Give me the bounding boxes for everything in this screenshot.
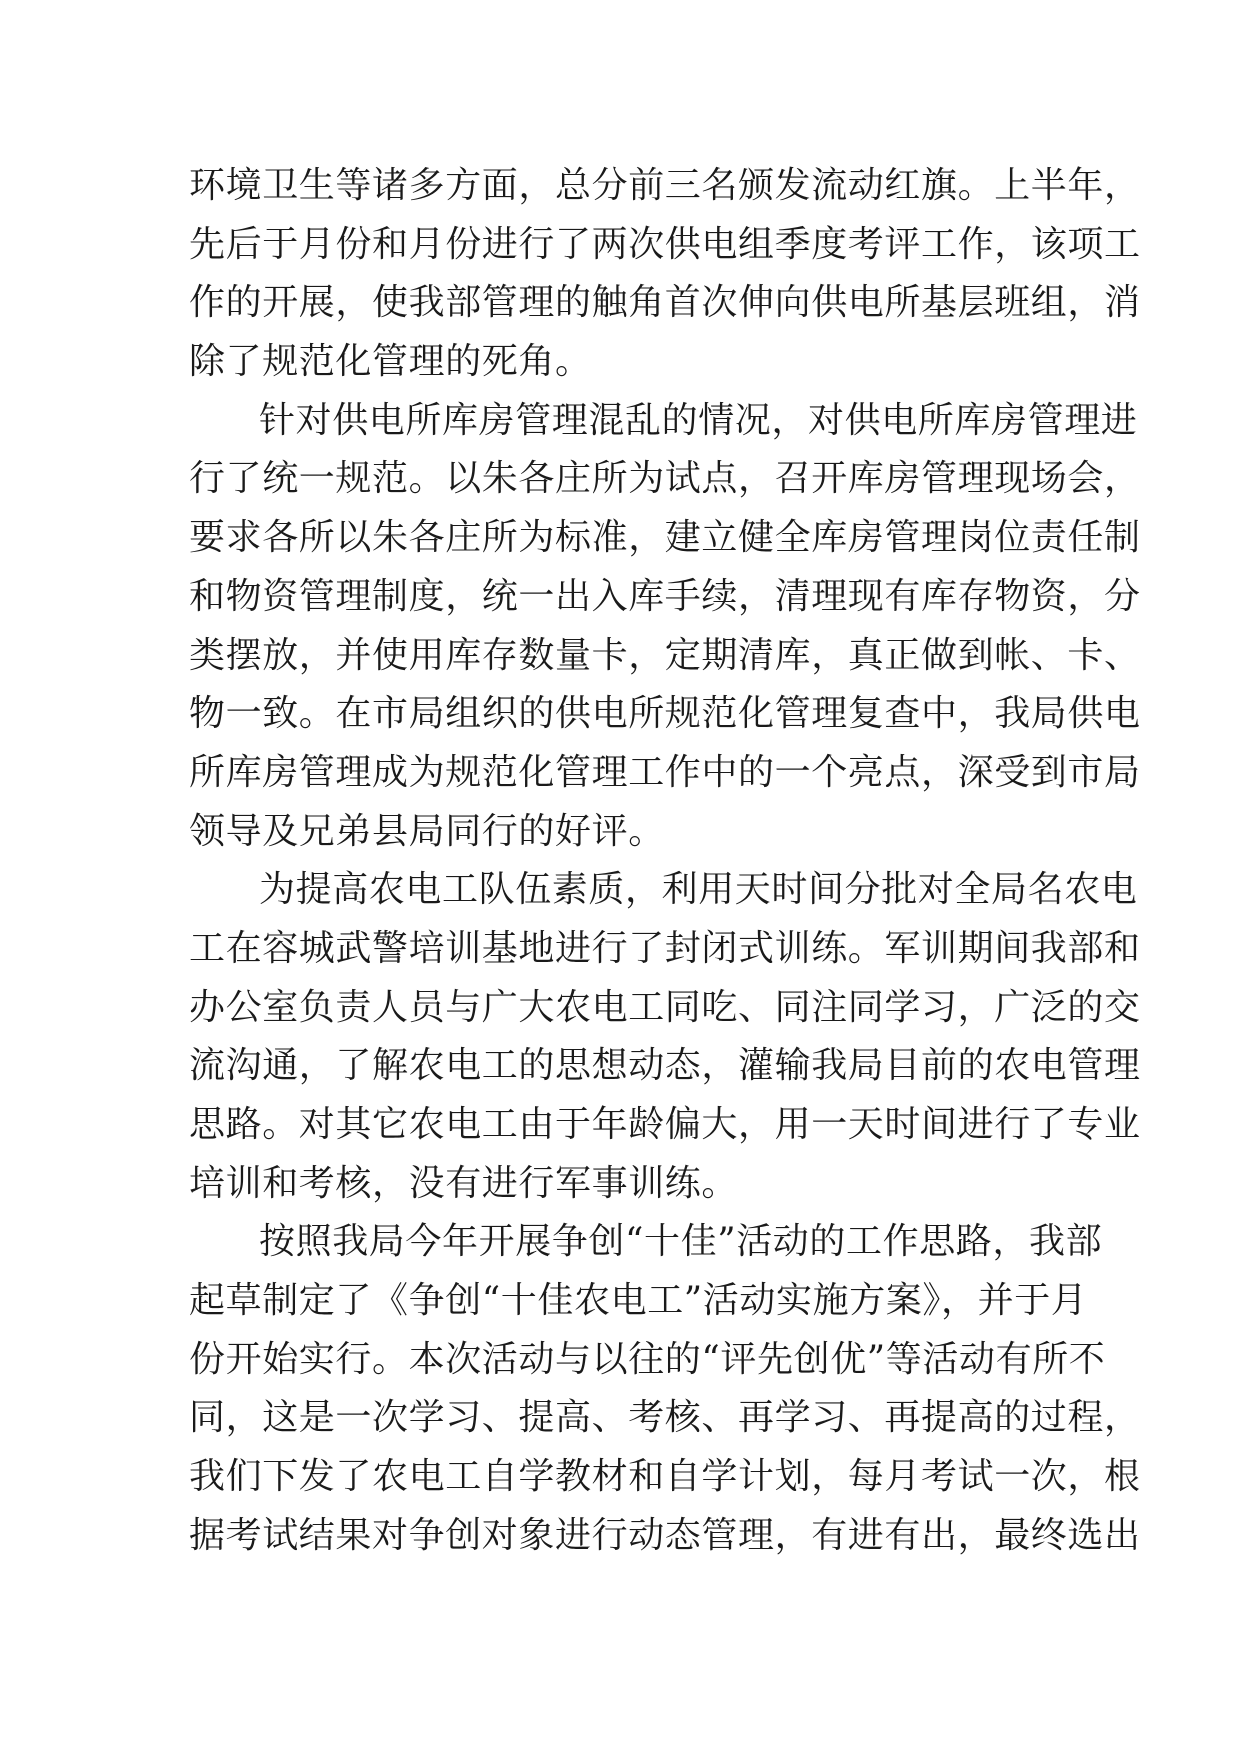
text-line: 起草制定了《争创“十佳农电工”活动实施方案》，并于月	[189, 1280, 1088, 1322]
text-line: 领导及兄弟县局同行的好评。	[189, 810, 665, 852]
text-line: 同，这是一次学习、提高、考核、再学习、再提高的过程，	[189, 1397, 1141, 1439]
text-line: 我们下发了农电工自学教材和自学计划，每月考试一次，根	[189, 1456, 1141, 1498]
text-line: 类摆放，并使用库存数量卡，定期清库，真正做到帐、卡、	[189, 634, 1141, 676]
text-line: 据考试结果对争创对象进行动态管理，有进有出，最终选出	[189, 1514, 1141, 1556]
text-line: 培训和考核，没有进行军事训练。	[189, 1162, 739, 1204]
text-line: 环境卫生等诸多方面，总分前三名颁发流动红旗。上半年，	[189, 165, 1141, 206]
text-line: 份开始实行。本次活动与以往的“评先创优”等活动有所不	[189, 1338, 1106, 1380]
text-line: 先后于月份和月份进行了两次供电组季度考评工作，该项工	[189, 223, 1141, 265]
paragraph-2	[189, 392, 1141, 862]
text-line: 针对供电所库房管理混乱的情况，对供电所库房管理进	[259, 399, 1138, 441]
paragraph-3	[189, 861, 1141, 1213]
text-line: 为提高农电工队伍素质，利用天时间分批对全局名农电	[259, 869, 1138, 911]
paragraph-4	[189, 1213, 1141, 1565]
paragraph-1	[189, 157, 1141, 392]
text-line: 要求各所以朱各庄所为标准，建立健全库房管理岗位责任制	[189, 517, 1141, 559]
text-line: 工在容城武警培训基地进行了封闭式训练。军训期间我部和	[189, 927, 1141, 969]
text-line: 所库房管理成为规范化管理工作中的一个亮点，深受到市局	[189, 751, 1141, 793]
text-line: 办公室负责人员与广大农电工同吃、同注同学习，广泛的交	[189, 986, 1141, 1028]
text-line: 流沟通，了解农电工的思想动态，灌输我局目前的农电管理	[189, 1045, 1141, 1087]
text-line: 除了规范化管理的死角。	[189, 341, 592, 383]
text-line: 物一致。在市局组织的供电所规范化管理复查中，我局供电	[189, 693, 1141, 735]
text-line: 和物资管理制度，统一出入库手续，清理现有库存物资，分	[189, 575, 1141, 617]
text-line: 按照我局今年开展争创“十佳”活动的工作思路，我部	[259, 1221, 1103, 1263]
document-body	[189, 157, 1141, 1566]
text-line: 思路。对其它农电工由于年龄偏大，用一天时间进行了专业	[189, 1104, 1141, 1145]
text-line: 作的开展，使我部管理的触角首次伸向供电所基层班组，消	[189, 282, 1141, 324]
text-line: 行了统一规范。以朱各庄所为试点，召开库房管理现场会，	[189, 458, 1141, 500]
